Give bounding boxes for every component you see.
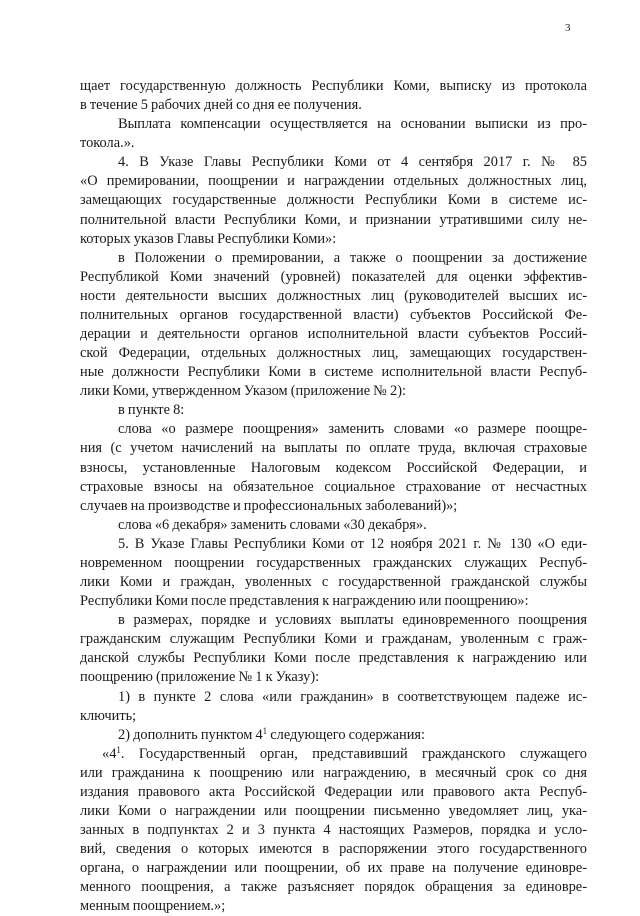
text-line [80,668,587,687]
document-body [80,77,587,916]
line-text: поощрению (приложение № 1 к Указу): [80,669,320,686]
text-line [80,783,587,802]
text-line [80,344,587,363]
line-text: Республики Коми после представления к награждению или поощрению»: [80,593,529,610]
text-line [80,211,587,230]
line-text: страховые взносы на обязательное социальное страхование от несчастных [80,478,587,495]
line-text: слова «о размере поощрения» заменить словами «о размере поощре- [118,421,587,438]
line-text: в течение 5 рабочих дней со дня ее получения. [80,97,362,114]
text-line [80,382,587,401]
text-line [80,172,587,191]
text-line [80,249,587,268]
line-text: в пункте 8: [118,402,185,419]
line-text: 4. В Указе Главы Республики Коми от 4 сентября 2017 г. № 85 [118,154,587,171]
text-line [80,726,587,745]
line-text-continued: следующего содержания: [267,726,426,743]
text-line [80,688,587,707]
line-text: органа, о награждении или поощрении, об их праве на получение единовре- [80,860,587,877]
line-text: полнительной власти Республики Коми, и признании утратившими силу не- [80,211,587,228]
line-text: новременном поощрении государственных гражданских служащих Респуб- [80,554,587,571]
line-text: ности деятельности высших должностных лиц (руководителей высших ис- [80,287,587,304]
text-line [80,115,587,134]
text-line [80,859,587,878]
text-line [80,497,587,516]
text-line [80,134,587,153]
line-text: «О премировании, поощрении и награждении отдельных должностных лиц, [80,173,587,190]
line-text: в размерах, порядке и условиях выплаты единовременного поощрения [118,612,587,629]
line-text: в Положении о премировании, а также о поощрении за достижение [118,249,587,266]
line-text: лики Коми и граждан, уволенных с государственной гражданской службы [80,574,587,591]
text-line [80,554,587,573]
line-text: или гражданина к поощрению или награждению, в месячный срок со дня [80,764,587,781]
text-line [80,745,587,764]
line-text: вий, сведения о которых имеются в распоряжении этого государственного [80,841,587,858]
text-line [80,420,587,439]
line-text: которых указов Главы Республики Коми»: [80,230,337,247]
line-text-continued: . Государственный орган, представивший гражданского служащего [120,745,587,762]
line-text: «4 [102,745,117,762]
text-line [80,287,587,306]
text-line [80,230,587,249]
text-line [80,611,587,630]
line-text: лики Коми о награждении или поощрении письменно уведомляет лиц, ука- [80,802,587,819]
text-line [80,439,587,458]
text-line [80,821,587,840]
line-text: гражданским служащим Республики Коми и гражданам, уволенным с граж- [80,631,587,648]
text-line [80,840,587,859]
line-text: лики Коми, утвержденном Указом (приложение № 2): [80,383,406,400]
line-text: полнительных органов государственной власти) субъектов Российской Фе- [80,306,587,323]
line-text: токола.». [80,135,135,152]
text-line [80,764,587,783]
superscript: 1 [262,725,268,736]
text-line [80,325,587,344]
line-text: щает государственную должность Республики Коми, выписку из протокола [80,78,587,94]
text-line [80,897,587,916]
text-line [80,535,587,554]
text-line [80,707,587,726]
line-text: 2) дополнить пунктом 4 [118,726,263,743]
text-line [80,401,587,420]
line-text: 1) в пункте 2 слова «или гражданин» в соответствующем падеже ис- [118,688,587,705]
text-line [80,77,587,96]
line-text: менным поощрением.»; [80,898,226,915]
text-line [80,592,587,611]
text-line [80,191,587,210]
line-text: Республикой Коми значений (уровней) показателей для оценки эффектив- [80,268,587,285]
line-text: ные должности Республики Коми в системе исполнительной власти Респуб- [80,364,587,381]
text-line [80,306,587,325]
line-text: данской службы Республики Коми после представления к награждению или [80,650,587,667]
text-line [80,516,587,535]
line-text: издания правового акта Российской Федерации или правового акта Респуб- [80,783,587,800]
line-text: 5. В Указе Главы Республики Коми от 12 ноября 2021 г. № 130 «О еди- [118,535,587,552]
text-line [80,630,587,649]
line-text: ской Федерации, отдельных должностных лиц, замещающих государствен- [80,345,587,362]
text-line [80,96,587,115]
line-text: дерации и деятельности органов исполнительной власти субъектов Россий- [80,326,587,343]
text-line [80,459,587,478]
text-line [80,268,587,287]
line-text: ния (с учетом начислений на выплаты по оплате труда, включая страховые [80,440,587,457]
text-line [80,153,587,172]
line-text: замещающих государственные должности Республики Коми в системе ис- [80,192,587,209]
text-line [80,363,587,382]
text-line [80,478,587,497]
text-line [80,573,587,592]
line-text: взносы, установленные Налоговым кодексом Российской Федерации, и [80,459,587,476]
text-line [80,802,587,821]
page-number: 3 [565,22,571,34]
line-text: менного поощрения, а также разъясняет порядок обращения за единовре- [80,879,587,896]
line-text: занных в подпунктах 2 и 3 пункта 4 настоящих Размеров, порядка и усло- [80,822,587,839]
line-text: слова «6 декабря» заменить словами «30 декабря». [118,516,427,533]
line-text: Выплата компенсации осуществляется на основании выписки из про- [118,116,587,133]
text-line [80,649,587,668]
text-line [80,878,587,897]
line-text: случаев на производстве и профессиональных заболеваний)»; [80,497,458,514]
line-text: ключить; [80,707,137,724]
superscript: 1 [116,744,121,755]
